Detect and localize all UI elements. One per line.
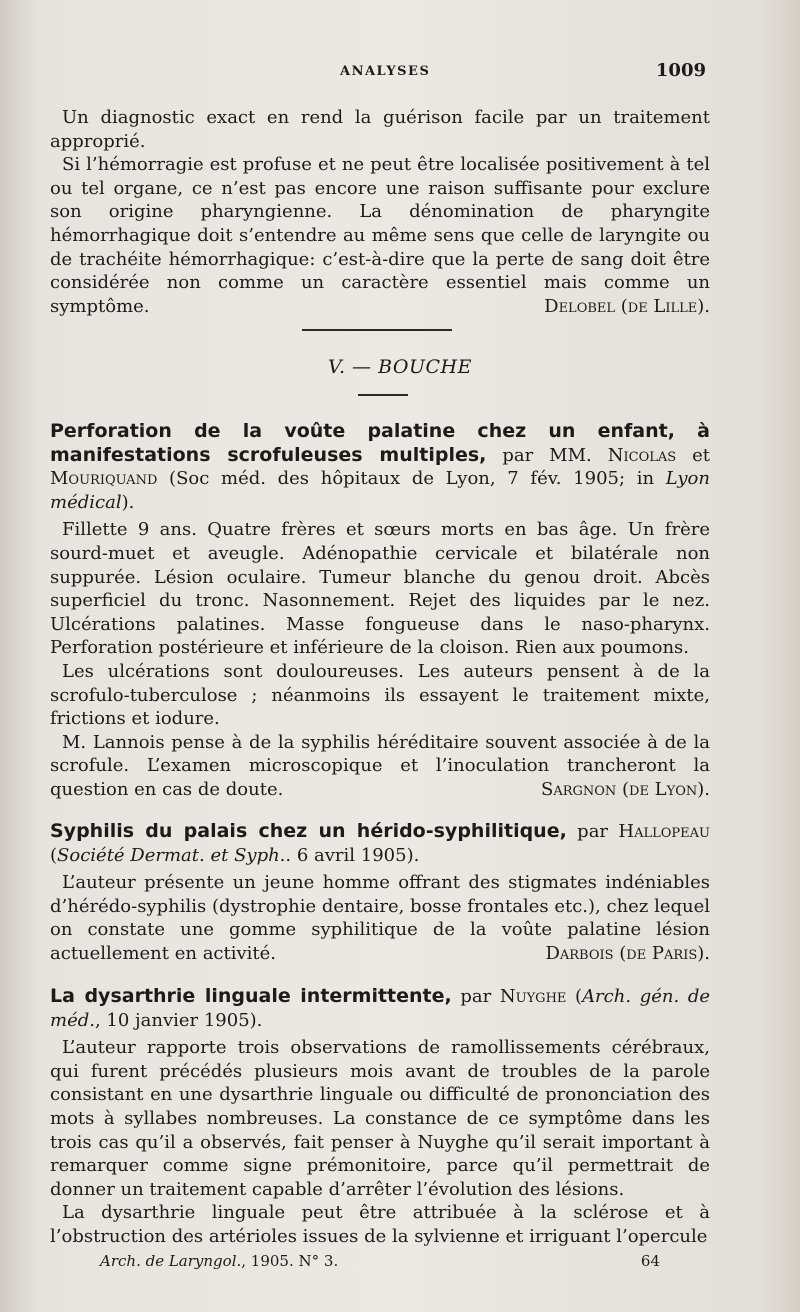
- intro-paragraph-1: Un diagnostic exact en rend la guérison facile par un traitement approprié.: [50, 107, 710, 152]
- footer-journal: Arch. de Laryngol.: [100, 1252, 242, 1270]
- intro-paragraph-2: Si l’hémorragie est profuse et ne peut être localisée positivement à tel ou tel organe, ce n’est pas encore une raison suffisante pour exclure son origine pharyngienne. La dénomination de pharyngite hémorrhagique doit s’entendre au même sens que celle de laryngite ou de trachéite hémorrhagique: c’est-à-dire que la perte de sang doit être considérée non comme un caractère essentiel mais comme un symptôme. Delobel (de Lille).: [50, 154, 710, 317]
- section-heading: V. — BOUCHE: [328, 356, 472, 378]
- article-3-author: Nuyghe: [499, 986, 567, 1007]
- footer-issue: , 1905. N° 3.: [241, 1252, 339, 1270]
- page-header: [50, 62, 710, 86]
- article-3-journal: Arch. gén. de méd.: [50, 986, 711, 1031]
- article-2-journal: Société Dermat. et Syph.: [57, 844, 286, 866]
- divider-bottom: [358, 394, 408, 396]
- article-2-title: Syphilis du palais chez un hérido-syphilitique,: [50, 820, 567, 842]
- article-1-heading: Perforation de la voûte palatine chez un enfant, à manifestations scrofuleuses multiples, par MM. Nicolas et Mouriquand (Soc méd. des hôpitaux de Lyon, 7 fév. 1905; in Lyon médical).: [50, 420, 711, 513]
- article-1-paragraph-3: M. Lannois pense à de la syphilis héréditaire souvent associée à de la scrofule. L’examen microscopique et l’inoculation trancheront la question en cas de doute. Sargnon (de Lyon).: [50, 731, 710, 800]
- article-2-signature: Darbois (de Paris).: [545, 942, 710, 964]
- article-1-paragraph-1: Fillette 9 ans. Quatre frères et sœurs morts en bas âge. Un frère sourd-muet et aveugle. Adénopathie cervicale et bilatérale non suppurée. Lésion oculaire. Tumeur blanche du genou droit. Abcès superficiel du tronc. Nasonnement. Rejet des liquides par le nez. Ulcérations palatines. Masse fongueuse dans le naso-pharynx. Perforation postérieure et inférieure de la cloison. Rien aux poumons.: [50, 519, 710, 659]
- article-2: [50, 820, 710, 966]
- article-1: [50, 420, 710, 802]
- article-3: [50, 985, 710, 1249]
- article-1-paragraph-2: Les ulcérations sont douloureuses. Les auteurs pensent à de la scrofulo-tuberculose ; néanmoins ils essayent le traitement mixte, frictions et iodure.: [50, 660, 710, 730]
- article-1-title: Perforation de la voûte palatine chez un enfant, à manifestations scrofuleuses multiples,: [50, 420, 710, 466]
- footer-citation: [100, 1252, 338, 1270]
- article-3-paragraph-1: L’auteur rapporte trois observations de ramollissements cérébraux, qui furent précédés plusieurs mois avant de troubles de la parole consistant en une dysarthrie linguale ou difficulté de prononciation des mots à syllabes nombreuses. La constance de ce symptôme dans les trois cas qu’il a observés, fait penser à Nuyghe qu’il serait important à remarquer comme signe prémonitoire, parce qu’il permettrait de donner un traitement capable d’arrêter l’évolution des lésions.: [50, 1037, 710, 1200]
- article-3-paragraph-2: La dysarthrie linguale peut être attribuée à la sclérose et à l’obstruction des artérioles issues de la sylvienne et irriguant l’opercule: [50, 1202, 710, 1247]
- article-2-heading: Syphilis du palais chez un hérido-syphilitique, par Hallopeau (Société Dermat. et Syph.. 6 avril 1905).: [50, 820, 710, 866]
- divider-top: [302, 329, 452, 331]
- page-footer: [100, 1252, 660, 1274]
- article-2-author: Hallopeau: [618, 821, 710, 842]
- intro-signature: Delobel (de Lille).: [544, 295, 710, 317]
- intro-block: [50, 106, 710, 318]
- article-1-author-1: Nicolas: [607, 444, 677, 466]
- article-3-heading: La dysarthrie linguale intermittente, par Nuyghe (Arch. gén. de méd., 10 janvier 1905).: [50, 985, 711, 1031]
- article-3-title: La dysarthrie linguale intermittente,: [50, 985, 452, 1007]
- running-title: ANALYSES: [340, 64, 431, 79]
- footer-sheet-number: 64: [640, 1252, 660, 1270]
- page-number: 1009: [655, 60, 706, 81]
- article-2-paragraph-1: L’auteur présente un jeune homme offrant des stigmates indéniables d’hérédo-syphilis (dystrophie dentaire, bosse frontales etc.), chez lequel on constate une gomme syphilitique de la voûte palatine lésion actuellement en activité. Darbois (de Paris).: [50, 872, 710, 964]
- article-1-journal: Lyon médical: [50, 468, 710, 513]
- article-1-signature: Sargnon (de Lyon).: [541, 778, 710, 800]
- article-1-author-2: Mouriquand: [50, 468, 158, 490]
